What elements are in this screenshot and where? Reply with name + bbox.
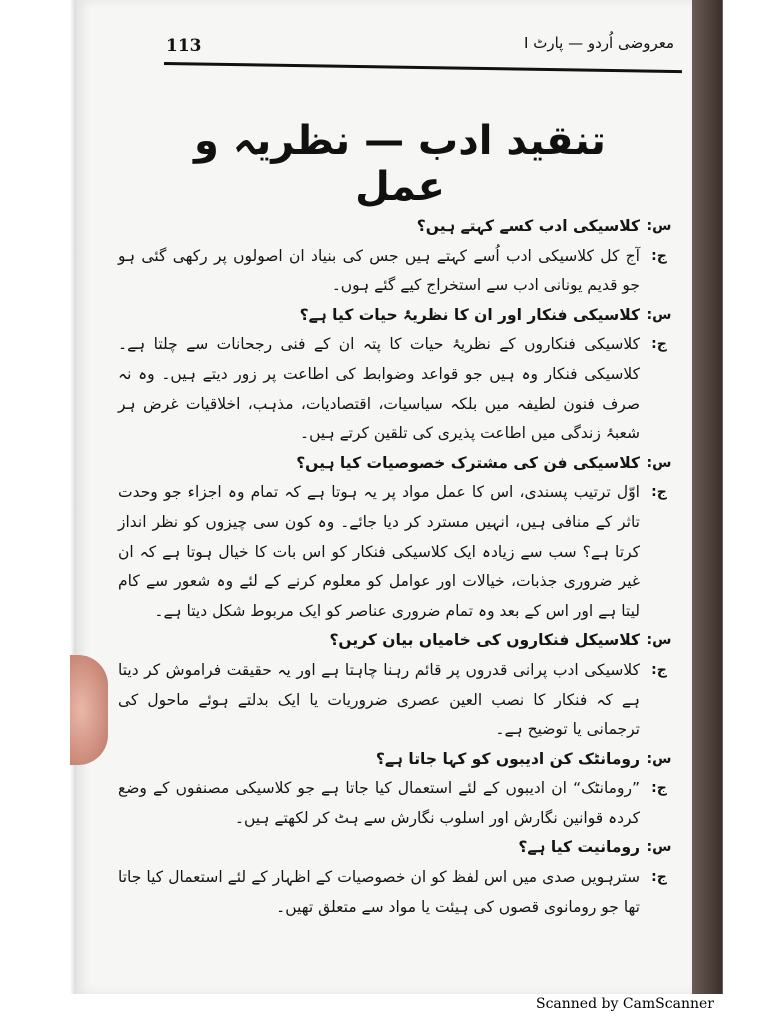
- answer-marker: ج:: [651, 780, 667, 797]
- question-marker: س:: [646, 454, 672, 471]
- answer-text: آج کل کلاسیکی ادب اُسے کہتے ہیں جس کی بنیاد ان اصولوں پر رکھی گئی ہو جو قدیم یونانی ادب سے استخراج کیے گئے ہوں۔: [118, 246, 640, 295]
- left-margin: [0, 0, 76, 994]
- answer-marker: ج:: [651, 336, 667, 353]
- thumb-image: [70, 655, 108, 765]
- answer-marker: ج:: [651, 869, 667, 886]
- qa-question: [118, 833, 678, 863]
- qa-answer: [118, 242, 678, 301]
- book-edge: [692, 0, 768, 994]
- answer-marker: ج:: [651, 484, 667, 501]
- answer-marker: ج:: [651, 247, 667, 264]
- question-marker: س:: [646, 632, 672, 649]
- answer-marker: ج:: [651, 661, 667, 678]
- question-text: کلاسیکی فنکار اور ان کا نظریۂ حیات کیا ہے؟: [299, 305, 640, 324]
- chapter-title: تنقید ادب — نظریہ و عمل: [194, 118, 606, 210]
- scanner-footer: Scanned by CamScanner: [536, 996, 714, 1012]
- question-text: رومانیت کیا ہے؟: [518, 838, 640, 857]
- question-marker: س:: [646, 839, 672, 856]
- qa-answer: [118, 863, 678, 922]
- running-head: معروضی اُردو — پارٹ I: [524, 34, 674, 52]
- qa-answer: [118, 330, 678, 448]
- answer-text: ”رومانٹک“ ان ادیبوں کے لئے استعمال کیا جاتا ہے جو کلاسیکی مصنفوں کے وضع کردہ قوانین نگارش اور اسلوب نگارش سے ہٹ کر لکھتے ہیں۔: [118, 779, 640, 827]
- question-text: کلاسیکی ادب کسے کہتے ہیں؟: [416, 217, 640, 235]
- qa-question: [118, 212, 678, 242]
- answer-text: کلاسیکی ادب پرانی قدروں پر قائم رہنا چاہتا ہے اور یہ حقیقت فراموش کر دیتا ہے کہ فنکار کا نصب العین عصری ضروریات یا ایک بدلتے ہوئے ماحول کی ترجمانی یا توضیح ہے۔: [118, 660, 640, 739]
- page-number: 113: [166, 36, 202, 56]
- question-marker: س:: [646, 306, 672, 323]
- qa-answer: [118, 656, 678, 745]
- answer-text: اوّل ترتیب پسندی، اس کا عمل مواد پر یہ ہوتا ہے کہ تمام وہ اجزاء جو وحدت تاثر کے منافی ہیں، انہیں مسترد کر دیا جائے۔ وہ کون سی چیزوں کو نظر انداز کرتا ہے؟ سب سے زیادہ ایک کلاسیکی فنکار کو اس بات کا خیال ہوتا ہے کہ ان غیر ضروری جذبات، خیالات اور عوامل کو معلوم کرنے کے لئے وہ شعور سے کام لیتا ہے اور اس کے بعد وہ تمام ضروری عناصر کو ایک مربوط شکل دیتا ہے۔: [118, 483, 640, 620]
- qa-answer: [118, 774, 678, 833]
- qa-question: [118, 301, 678, 331]
- answer-text: سترہویں صدی میں اس لفظ کو ان خصوصیات کے اظہار کے لئے استعمال کیا جاتا تھا جو رومانوی قصوں کی ہیئت یا مواد سے متعلق تھیں۔: [118, 868, 640, 916]
- question-marker: س:: [646, 218, 672, 234]
- qa-question: [118, 449, 678, 479]
- answer-text: کلاسیکی فنکاروں کے نظریۂ حیات کا پتہ ان کے فنی رجحانات سے چلتا ہے۔ کلاسیکی فنکار وہ ہیں جو قواعد وضوابط کی اطاعت پر زور دیتے ہیں۔ وہ نہ صرف فنون لطیفہ میں بلکہ سیاسیات، اقتصادیات، مذہب، اخلاقیات غرض ہر شعبۂ زندگی میں اطاعت پذیری کی تلقین کرتے ہیں۔: [118, 335, 640, 443]
- question-marker: س:: [646, 750, 672, 767]
- qa-body: [118, 212, 678, 922]
- qa-question: [118, 626, 678, 656]
- question-text: کلاسیکل فنکاروں کی خامیاں بیان کریں؟: [329, 631, 640, 650]
- question-text: رومانٹک کن ادیبوں کو کہا جاتا ہے؟: [375, 749, 640, 768]
- qa-answer: [118, 478, 678, 626]
- question-text: کلاسیکی فن کی مشترک خصوصیات کیا ہیں؟: [296, 453, 640, 472]
- qa-question: [118, 745, 678, 775]
